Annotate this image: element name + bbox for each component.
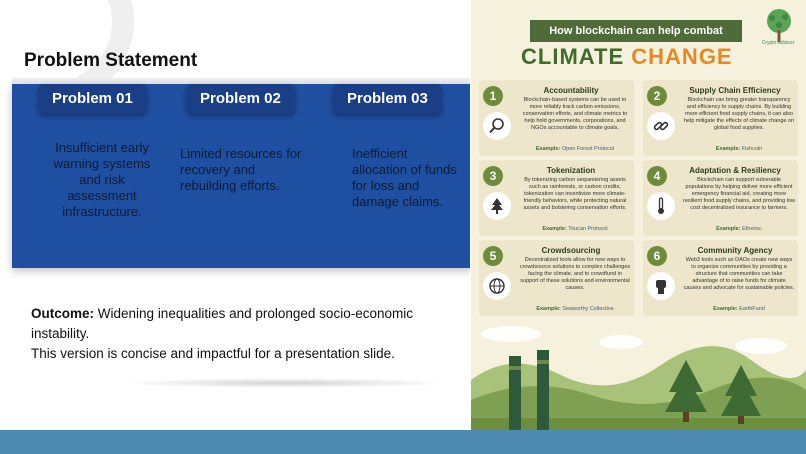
example-label: Example: — [715, 146, 741, 152]
card-description: Blockchain can bring greater transparency and efficiency to supply chains. By building more efficient food supply chains, it can also help mitigate the effects of climate change on global food supplies. — [683, 97, 795, 131]
example-value: Toucan Protocol — [568, 226, 608, 232]
landscape-illustration — [471, 320, 806, 430]
example-label: Example: — [536, 306, 561, 312]
pine-tree-icon — [483, 192, 511, 220]
card-description: Decentralized tools allow for new ways to crowdsource solutions to complex challenges facing the climate, and to crowdfund in support of these solutions and environmental causes. — [519, 257, 631, 291]
decorative-shadow — [120, 378, 450, 388]
card-example — [683, 226, 795, 232]
card-tokenization — [479, 160, 634, 236]
card-example — [519, 146, 631, 152]
card-number: 1 — [483, 86, 503, 106]
slide-note: This version is concise and impactful for a presentation slide. — [31, 346, 395, 361]
outcome-text: Widening inequalities and prolonged socio-economic instability. — [31, 306, 413, 341]
card-example — [683, 146, 795, 152]
example-value: Etherisc — [742, 226, 762, 232]
card-title: Adaptation & Resiliency — [689, 166, 781, 175]
card-description: By tokenizing carbon sequestering assets such as rainforests, or carbon credits, tokenization can incentivize more climate-friendly behaviors, while protecting natural assets and bolstering conservation efforts. — [523, 177, 627, 211]
tree-logo-icon — [762, 8, 796, 44]
example-value: Fishcoin — [741, 146, 763, 152]
raised-fist-icon — [647, 272, 675, 300]
infographic-header: How blockchain can help combat — [530, 20, 742, 42]
card-title: Community Agency — [697, 246, 773, 255]
outcome-label: Outcome: — [31, 306, 95, 321]
problem-01-text: Insufficient early warning systems and risk assessment infrastructure. — [53, 140, 151, 219]
card-adaptation — [643, 160, 798, 236]
infographic — [471, 0, 806, 430]
card-title: Supply Chain Efficiency — [689, 86, 781, 95]
card-description: Web3 tools such as DAOs create new ways to organize communities by providing a structure that communities can take advantage of to raise funds for climate causes and advocate for sustainable policies. — [683, 257, 795, 291]
example-value: Open Forest Protocol — [561, 146, 615, 152]
card-number: 6 — [647, 246, 667, 266]
card-example — [519, 306, 631, 312]
problem-02-label: Problem 02 — [186, 84, 295, 114]
example-label: Example: — [716, 226, 741, 232]
card-title: Accountability — [543, 86, 599, 95]
logo-text: Crypto Advisor — [761, 40, 795, 46]
card-community-agency — [643, 240, 798, 316]
chain-link-icon — [647, 112, 675, 140]
thermometer-icon — [647, 192, 675, 220]
example-value: EarthFund — [739, 306, 765, 312]
bottom-bar — [0, 430, 806, 454]
problem-03-label: Problem 03 — [333, 84, 442, 114]
card-number: 2 — [647, 86, 667, 106]
infographic-title — [521, 44, 733, 70]
title-word-climate: CLIMATE — [521, 44, 625, 69]
card-example — [519, 226, 631, 232]
card-example — [683, 306, 795, 312]
outcome-block — [31, 304, 431, 364]
problem-01-label: Problem 01 — [38, 84, 147, 114]
example-label: Example: — [535, 146, 561, 152]
example-value: Seaworthy Collective — [562, 306, 614, 312]
problem-02-text: Limited resources for recovery and rebuilding efforts. — [180, 146, 302, 193]
slide-title: Problem Statement — [24, 50, 198, 71]
card-accountability — [479, 80, 634, 156]
magnifier-icon — [483, 112, 511, 140]
globe-network-icon — [483, 272, 511, 300]
problem-03-text: Inefficient allocation of funds for loss and damage claims. — [352, 146, 457, 209]
card-description: Blockchain-based systems can be used to more reliably track carbon emissions, conservation efforts, and climate metrics to help hold governments, corporations, and NGOs accountable to climate goals. — [522, 97, 628, 131]
card-number: 4 — [647, 166, 667, 186]
card-description: Blockchain can support vulnerable populations by helping deliver more efficient emergency financial aid, creating more resilient food supply chains, and providing low cost decentralized insurance to farmers. — [683, 177, 795, 211]
card-title: Crowdsourcing — [541, 246, 601, 255]
example-label: Example: — [542, 226, 567, 232]
card-title: Tokenization — [546, 166, 596, 175]
card-supply-chain — [643, 80, 798, 156]
card-number: 3 — [483, 166, 503, 186]
card-crowdsourcing — [479, 240, 634, 316]
example-label: Example: — [713, 306, 738, 312]
title-word-change: CHANGE — [631, 44, 733, 69]
card-number: 5 — [483, 246, 503, 266]
